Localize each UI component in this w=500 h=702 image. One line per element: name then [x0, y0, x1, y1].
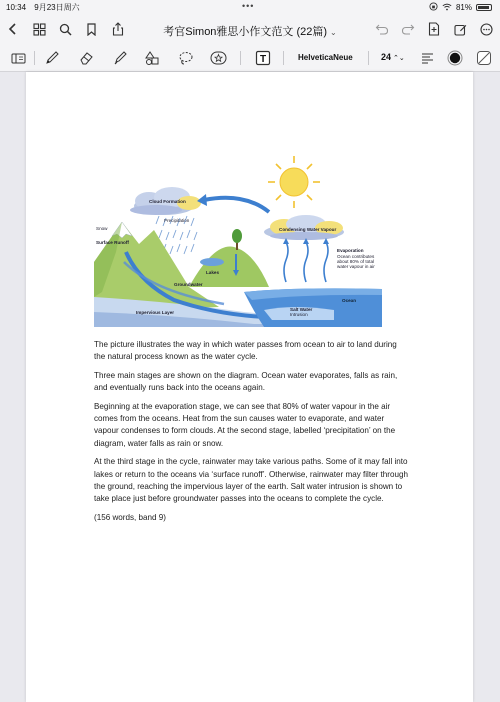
read-mode-button[interactable] [8, 49, 28, 67]
redo-icon [401, 23, 415, 35]
annotation-toolbar [0, 44, 500, 72]
status-right [429, 2, 492, 13]
svg-text:T: T [259, 54, 267, 65]
label-cloud-formation: Cloud Formation [149, 199, 186, 204]
nav-bar [0, 14, 500, 44]
toolbar-divider [240, 51, 241, 65]
edit-button[interactable] [450, 19, 470, 39]
orientation-lock-icon [429, 2, 438, 13]
back-button[interactable] [3, 19, 23, 39]
shape-tool[interactable] [143, 49, 163, 67]
reading-mode-icon [11, 52, 26, 65]
pen-tool[interactable] [42, 49, 62, 67]
toolbar-divider [34, 51, 35, 65]
document-page[interactable] [26, 72, 473, 702]
grid-icon [33, 23, 46, 36]
font-family-picker[interactable]: HelveticaNeue [298, 53, 353, 62]
eraser-tool[interactable] [76, 49, 96, 67]
shapes-icon [145, 50, 162, 66]
add-page-icon [428, 22, 440, 36]
label-groundwater: Groundwater [174, 282, 203, 287]
essay-paragraph: The picture illustrates the way in which water passes from ocean to air to land during the natural process known as the water cycle. [94, 340, 397, 362]
pen-icon [44, 50, 60, 66]
label-evaporation: Evaporation [337, 248, 364, 253]
multitask-dots[interactable]: ••• [242, 1, 255, 11]
highlighter-icon [112, 50, 128, 66]
battery-percent: 81% [455, 3, 472, 12]
toolbar-divider [283, 51, 284, 65]
label-surface-runoff: Surface Runoff [96, 240, 129, 245]
document-title[interactable] [150, 23, 350, 39]
essay-paragraph: Beginning at the evaporation stage, we can see that 80% of water vapour in the air comes from the oceans. Heat from the sun causes water to evaporate, and water vapour condenses to form clouds. At the second stage, labelled ‘precipitation’ on the diagram, water falls as rain or snow. [94, 401, 396, 448]
bookmark-button[interactable] [81, 19, 101, 39]
status-bar [0, 0, 500, 14]
water-cycle-diagram [94, 152, 382, 327]
text-color-button[interactable] [445, 49, 465, 67]
text-align-button[interactable] [417, 49, 437, 67]
sticker-tool[interactable] [208, 49, 228, 67]
text-box-icon [255, 50, 271, 66]
label-ocean: Ocean [342, 298, 357, 303]
add-page-button[interactable] [424, 19, 444, 39]
share-button[interactable] [108, 19, 128, 39]
wifi-icon [442, 3, 452, 13]
undo-button[interactable] [372, 19, 392, 39]
status-time: 10:34 [6, 3, 27, 12]
tree-icon [232, 229, 242, 243]
font-size-picker[interactable] [381, 52, 405, 62]
more-icon [480, 23, 493, 36]
label-evap-note-1: Ocean contributes [337, 254, 375, 259]
eraser-icon [78, 50, 94, 66]
bookmark-icon [86, 23, 97, 36]
star-sticker-icon [210, 50, 227, 66]
no-fill-icon [476, 50, 492, 66]
toolbar-divider [368, 51, 369, 65]
word-count-note: (156 words, band 9) [94, 512, 166, 522]
label-lakes: Lakes [206, 270, 220, 275]
essay-text [94, 339, 410, 530]
font-size-value: 24 [381, 52, 392, 62]
share-icon [112, 22, 124, 36]
lasso-icon [178, 50, 194, 66]
label-impervious-layer: Impervious Layer [136, 310, 175, 315]
more-button[interactable] [476, 19, 496, 39]
align-left-icon [421, 52, 434, 64]
search-button[interactable] [55, 19, 75, 39]
highlighter-tool[interactable] [110, 49, 130, 67]
chevron-left-icon [7, 22, 19, 36]
label-salt-water-2: Intrusion [290, 312, 308, 317]
text-tool[interactable] [253, 49, 273, 67]
status-date: 9月23日周六 [34, 3, 80, 12]
redo-button[interactable] [398, 19, 418, 39]
label-salt-water-1: Salt Water [290, 307, 313, 312]
thumbnails-button[interactable] [29, 19, 49, 39]
chevron-down-icon: ⌄ [330, 28, 337, 37]
lake [200, 258, 224, 266]
undo-icon [375, 23, 389, 35]
search-icon [59, 23, 72, 36]
label-snow: Snow [96, 226, 108, 231]
label-precipitation: Precipitation [164, 218, 190, 223]
essay-paragraph: Three main stages are shown on the diagram. Ocean water evaporates, falls as rain, and eventually runs back into the oceans again. [94, 370, 398, 393]
stepper-icon: ⌃⌄ [393, 55, 405, 62]
essay-paragraph: At the third stage in the cycle, rainwater may take various paths. Some of it may fall into lakes or return to the oceans via ‘surface runoff’. Otherwise, rainwater may filter through the ground, reaching the impervious layer of the earth. Salt water intrusion is shown to take place just before groundwater passes into the oceans to complete the cycle. [94, 457, 409, 504]
label-evap-note-3: water vapour in air [337, 264, 375, 269]
status-left [6, 2, 86, 13]
label-evap-note-2: about 80% of total [337, 259, 375, 264]
fill-color-button[interactable] [474, 49, 494, 67]
lasso-tool[interactable] [176, 49, 196, 67]
label-condensing: Condensing Water Vapour [279, 227, 337, 232]
color-swatch-icon [447, 50, 463, 66]
pencil-square-icon [454, 23, 467, 36]
document-title-text: 考官Simon雅思小作文范文 (22篇) [163, 26, 328, 38]
battery-icon [476, 4, 492, 11]
